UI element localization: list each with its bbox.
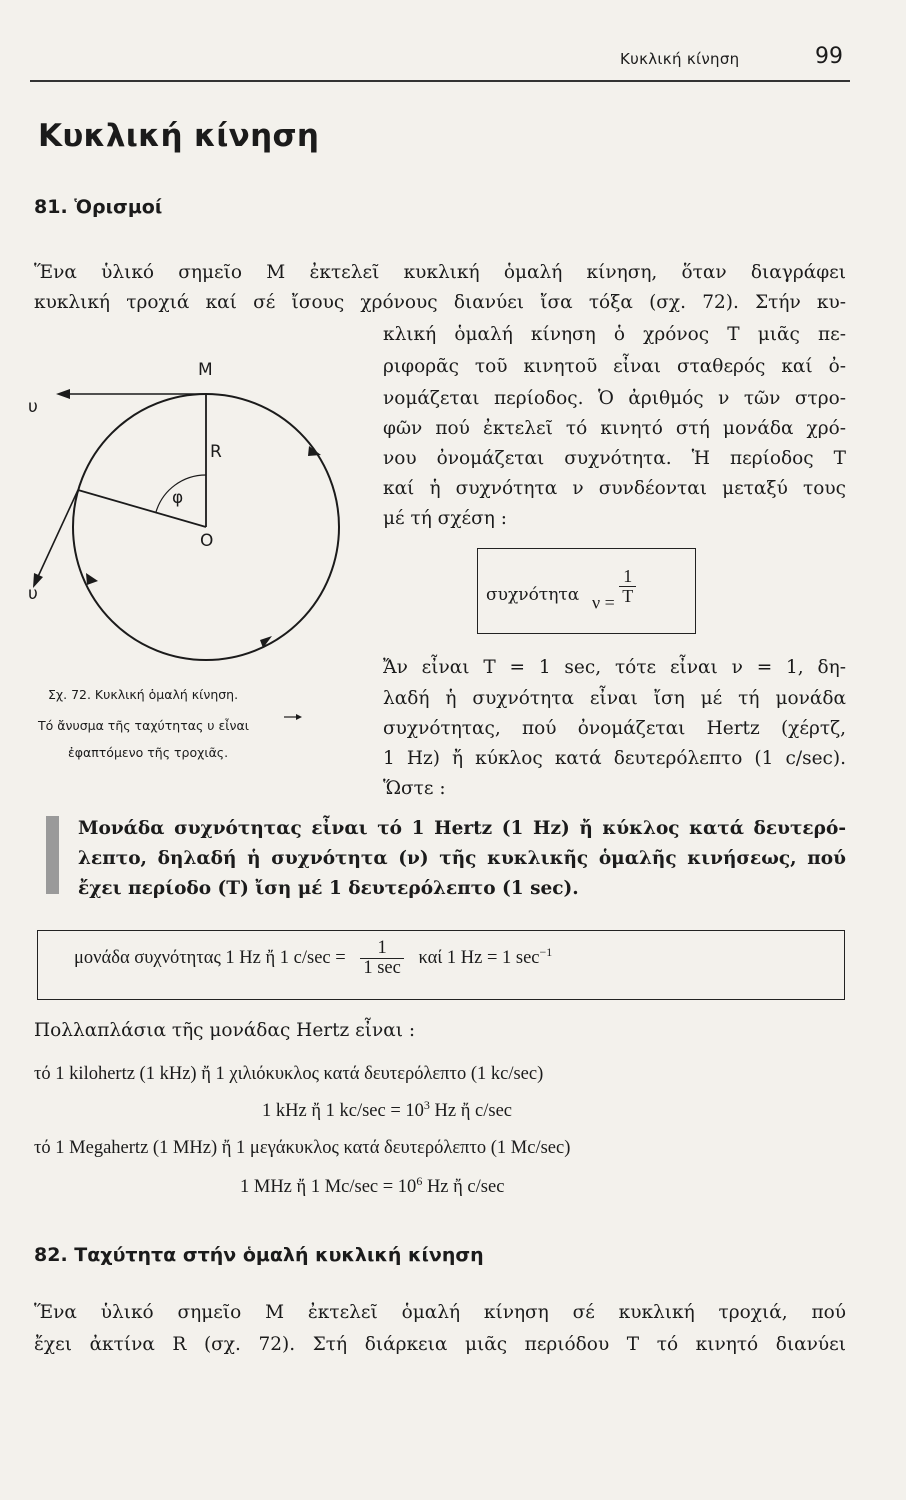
- unit-fraction-denominator: 1 sec: [363, 958, 401, 979]
- direction-arrow-right: [308, 446, 321, 456]
- section-number: 81.: [34, 196, 68, 218]
- figure-caption-line: ἐφαπτόμενο τῆς τροχιᾶς.: [68, 745, 229, 760]
- kilohertz-equation: 1 kHz ἤ 1 $kc/\sec = 10^3$ Hz ἤ c/sec: [262, 1098, 512, 1122]
- figure-caption-line: Τό ἄνυσμα τῆς ταχύτητας υ εἶναι: [38, 718, 249, 733]
- unit-formula-box: [37, 930, 845, 1000]
- definition-marker-bar: [46, 816, 59, 894]
- multiples-heading: Πολλαπλάσια τῆς μονάδας Hertz εἶναι :: [34, 1020, 416, 1041]
- paragraph-line: 1 Hz) ἤ κύκλος κατά δευτερόλεπτο (1 c/sec).: [383, 748, 846, 769]
- unit-exponent: −1: [539, 945, 553, 960]
- vector-arrow-icon: [282, 712, 304, 722]
- megahertz-line: τό 1 Megahertz (1 MHz) ἤ 1 μεγάκυκλος κατά δευτερόλεπτο (1 Mc/sec): [34, 1138, 571, 1158]
- paragraph-line: ἔχει ἀκτίνα R (σχ. 72). Στή διάρκεια μιᾶς περιόδου Τ τό κινητό διανύει: [34, 1334, 846, 1355]
- paragraph-line: ριφορᾶς τοῦ κινητοῦ εἶναι σταθερός καί ὀ-: [383, 356, 846, 377]
- velocity-vector-bottom: [36, 490, 78, 581]
- section-82-heading: [34, 1244, 484, 1266]
- running-title: Κυκλική κίνηση: [620, 50, 740, 68]
- fraction-denominator: Τ: [622, 585, 634, 606]
- frequency-label: συχνότητα: [486, 585, 580, 605]
- megahertz-equation: 1 MHz ἤ 1 $Mc/\sec = 10^6$ Hz ἤ c/sec: [240, 1174, 505, 1198]
- definition-line: Μονάδα συχνότητας εἶναι τό 1 Hertz (1 Hz) ἤ κύκλος κατά δευτερό-: [78, 818, 846, 839]
- unit-formula-text: μονάδα συχνότητας 1 Hz ἤ 1 c/sec =: [74, 948, 346, 969]
- paragraph-line: μέ τή σχέση :: [383, 508, 507, 529]
- paragraph-line: νου ὀνομάζεται συχνότητα. Ἡ περίοδος Τ: [383, 448, 846, 469]
- paragraph-line: κυκλική τροχιά καί σέ ἴσους χρόνους διανύει ἴσα τόξα (σχ. 72). Στήν κυ-: [34, 292, 846, 313]
- paragraph-line: συχνότητας, πού ὀνομάζεται Hertz (χέρτζ,: [383, 718, 846, 739]
- section-title: Ὁρισμοί: [74, 196, 163, 218]
- paragraph-line: λαδή ἡ συχνότητα εἶναι ἴση μέ τή μονάδα: [383, 688, 846, 709]
- paragraph-line: Ἕνα ὑλικό σημεῖο Μ ἐκτελεῖ κυκλική ὁμαλή κίνηση, ὅταν διαγράφει: [34, 262, 846, 283]
- velocity-arrowhead-top: [56, 389, 70, 399]
- label-m: M: [198, 360, 213, 380]
- unit-formula-text-2: καί 1 Hz = 1 sec: [418, 948, 540, 969]
- paragraph-line: φῶν πού ἐκτελεῖ τό κινητό στή μονάδα χρό-: [383, 418, 846, 439]
- page-number: 99: [815, 44, 843, 69]
- paragraph-line: Ὥστε :: [383, 778, 446, 799]
- direction-arrow-left: [86, 573, 98, 585]
- section-title: Ταχύτητα στήν ὁμαλή κυκλική κίνηση: [74, 1244, 484, 1266]
- section-number: 82.: [34, 1244, 68, 1266]
- figure-caption-line: Σχ. 72. Κυκλική ὁμαλή κίνηση.: [48, 687, 239, 702]
- paragraph-line: καί ἡ συχνότητα ν συνδέονται μεταξύ τους: [383, 478, 846, 499]
- label-o: O: [200, 531, 214, 551]
- paragraph-line: νομάζεται περίοδος. Ὁ ἀριθμός ν τῶν στρο-: [383, 388, 846, 409]
- radius-oc: [78, 490, 206, 527]
- paragraph-line: Ἄν εἶναι Τ = 1 sec, τότε εἶναι ν = 1, δη-: [383, 657, 846, 678]
- chapter-title: Κυκλική κίνηση: [38, 118, 320, 154]
- label-r: R: [210, 442, 222, 462]
- label-phi: φ: [172, 488, 184, 508]
- kilohertz-line: τό 1 kilohertz (1 kHz) ἤ 1 χιλιόκυκλος κατά δευτερόλεπτο (1 kc/sec): [34, 1064, 544, 1084]
- unit-fraction-numerator: 1: [360, 939, 404, 959]
- fraction-numerator: 1: [619, 567, 636, 587]
- circular-motion-figure: [22, 355, 362, 685]
- paragraph-line: κλική ὁμαλή κίνηση ὁ χρόνος Τ μιᾶς πε-: [383, 324, 846, 345]
- label-v-bottom: υ: [28, 584, 38, 604]
- header-rule: [30, 80, 850, 82]
- frequency-symbol: ν =: [592, 592, 615, 613]
- paragraph-line: Ἕνα ὑλικό σημεῖο Μ ἐκτελεῖ ὁμαλή κίνηση σέ κυκλική τροχιά, πού: [34, 1302, 846, 1323]
- definition-line: λεπτο, δηλαδή ἡ συχνότητα (ν) τῆς κυκλικῆς ὁμαλῆς κινήσεως, πού: [78, 848, 846, 869]
- frequency-formula-box: [477, 548, 696, 634]
- definition-line: ἔχει περίοδο (Τ) ἴση μέ 1 δευτερόλεπτο (1 sec).: [78, 878, 579, 899]
- label-v-top: υ: [28, 397, 38, 417]
- section-81-heading: [34, 196, 162, 218]
